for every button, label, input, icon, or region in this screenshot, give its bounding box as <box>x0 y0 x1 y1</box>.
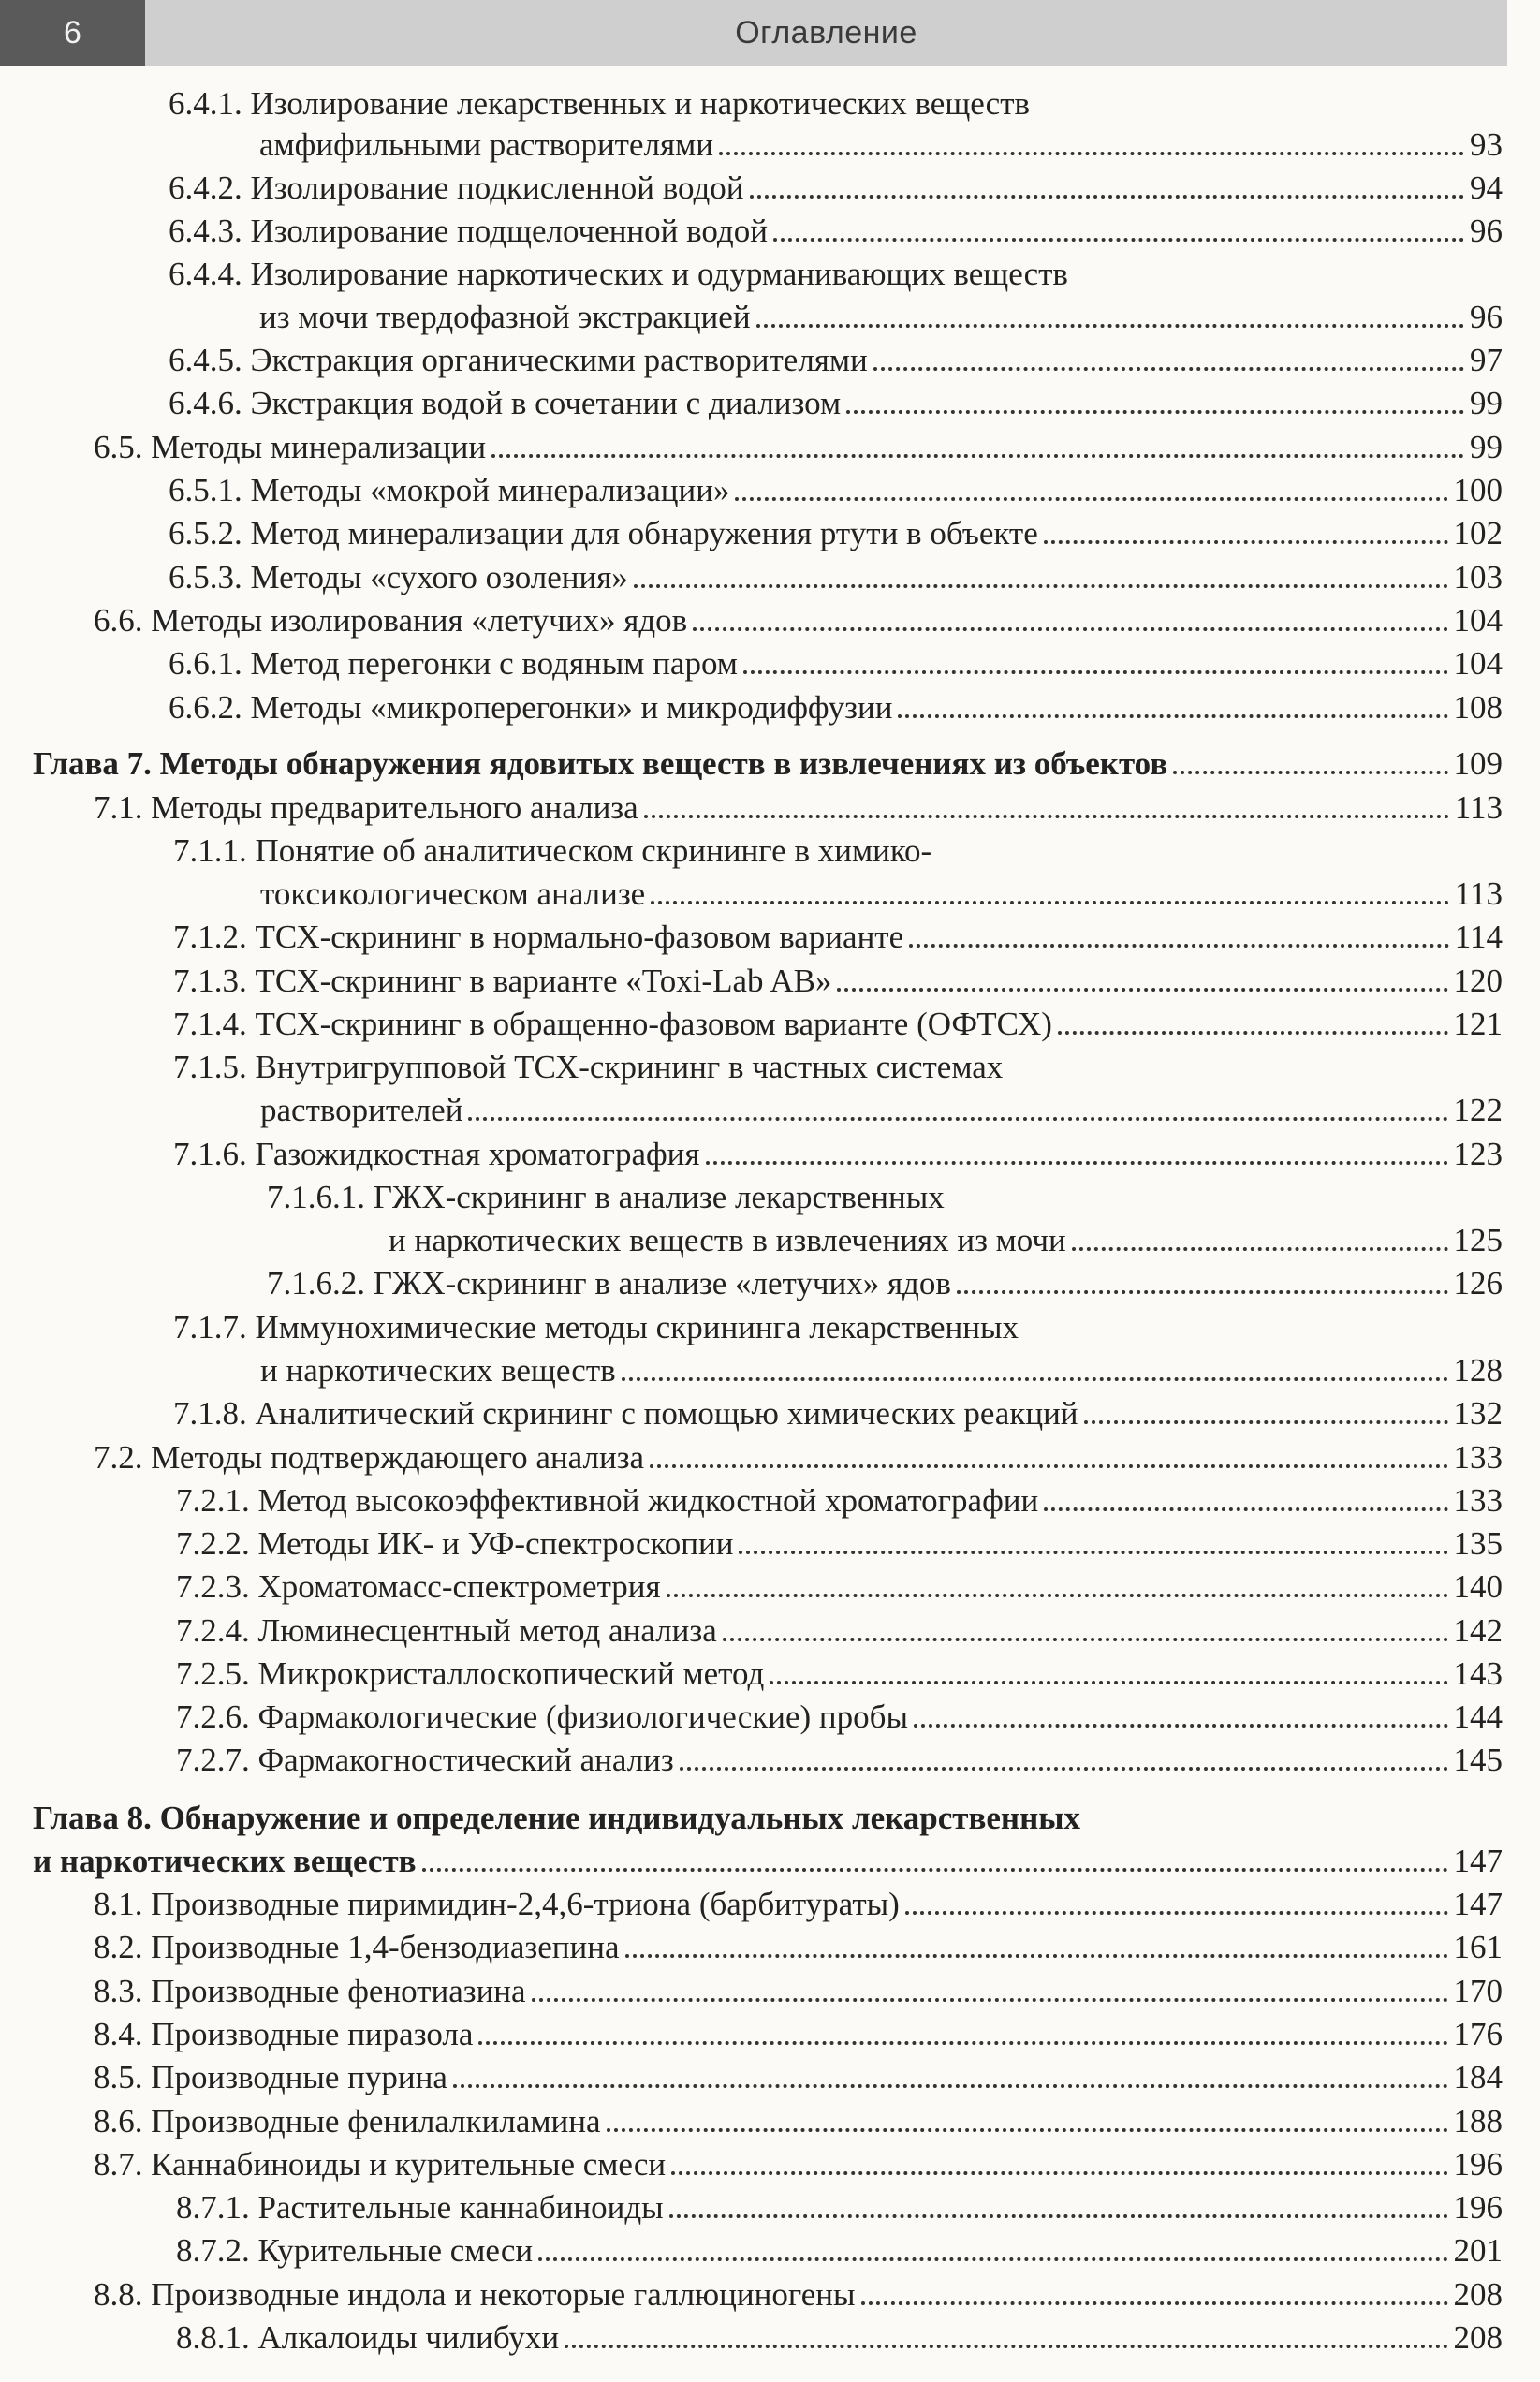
toc-page-number: 144 <box>1453 1698 1503 1735</box>
toc-entry-text: 7.2.6. Фармакологические (физиологические) пробы <box>176 1698 908 1735</box>
toc-page-number: 125 <box>1453 1222 1503 1258</box>
toc-entry-7-1-8[interactable] <box>173 1392 1503 1435</box>
dot-leader <box>1058 1031 1448 1035</box>
toc-entry-6-5-3[interactable] <box>169 556 1503 599</box>
toc-entry-text: 7.1.6.2. ГЖХ-скрининг в анализе «летучих» ядов <box>267 1265 951 1301</box>
toc-entry-text: 7.2.5. Микрокристаллоскопический метод <box>176 1655 765 1692</box>
toc-page-number: 132 <box>1453 1395 1503 1432</box>
toc-entry-text: 6.5. Методы минерализации <box>94 429 487 465</box>
toc-entry-6-6[interactable] <box>94 599 1503 642</box>
dot-leader <box>750 195 1464 198</box>
toc-page-number: 123 <box>1453 1136 1503 1172</box>
toc-entry-text: и наркотических веществ <box>260 1352 616 1389</box>
dot-leader <box>538 2257 1447 2261</box>
toc-page-number: 133 <box>1453 1482 1503 1519</box>
toc-page-number: 161 <box>1453 1929 1503 1965</box>
toc-entry-7-1-1-line1: 7.1.1. Понятие об аналитическом скрининге в химико- <box>173 832 932 869</box>
toc-page-number: 99 <box>1470 429 1503 465</box>
toc-page-number: 121 <box>1453 1006 1503 1042</box>
toc-entry-7-2-5[interactable] <box>176 1653 1503 1696</box>
dot-leader <box>898 714 1447 718</box>
toc-entry-8-5[interactable] <box>94 2056 1503 2099</box>
toc-entry-6-6-2[interactable] <box>169 686 1503 729</box>
toc-entry-8-1[interactable] <box>94 1883 1503 1926</box>
dot-leader <box>468 1117 1447 1121</box>
toc-entry-text: 7.2.1. Метод высокоэффективной жидкостной хроматографии <box>176 1482 1039 1519</box>
toc-entry-6-4-1-line1: 6.4.1. Изолирование лекарственных и наркотических веществ <box>169 85 1031 122</box>
toc-entry-6-4-6[interactable] <box>169 382 1503 425</box>
toc-page-number: 120 <box>1453 963 1503 999</box>
toc-entry-8-8-1[interactable] <box>176 2316 1503 2360</box>
toc-entry-text: 6.6.1. Метод перегонки с водяным паром <box>169 645 738 682</box>
toc-page-number: 196 <box>1453 2189 1503 2226</box>
dot-leader <box>706 1161 1448 1165</box>
toc-page-number: 145 <box>1453 1742 1503 1778</box>
dot-leader <box>478 2041 1447 2045</box>
toc-entry-7-2[interactable] <box>94 1436 1503 1479</box>
dot-leader <box>1084 1420 1448 1424</box>
toc-entry-text: 8.6. Производные фенилалкиламина <box>94 2103 601 2139</box>
toc-entry-text: 8.4. Производные пиразола <box>94 2016 474 2052</box>
dot-leader <box>680 1767 1448 1771</box>
toc-page-number: 102 <box>1453 515 1503 551</box>
dot-leader <box>607 2128 1448 2132</box>
toc-page-number: 94 <box>1470 169 1503 206</box>
toc-page-number: 100 <box>1453 472 1503 508</box>
toc-page-number: 104 <box>1453 602 1503 639</box>
toc-entry-7-1-1[interactable] <box>260 873 1503 916</box>
toc-entry-text: 7.2.7. Фармакогностический анализ <box>176 1742 674 1778</box>
toc-entry-7-1-6-1[interactable] <box>389 1219 1503 1262</box>
dot-leader <box>1173 771 1447 774</box>
toc-entry-text: 6.5.1. Методы «мокрой минерализации» <box>169 472 730 508</box>
dot-leader <box>756 324 1464 328</box>
toc-entry-text: 6.4.3. Изолирование подщелоченной водой <box>169 213 768 249</box>
dot-leader <box>422 1868 1448 1872</box>
toc-entry-text: 7.2.4. Люминесцентный метод анализа <box>176 1612 717 1649</box>
toc-page-number: 128 <box>1453 1352 1503 1389</box>
toc-entry-8-4[interactable] <box>94 2013 1503 2056</box>
toc-entry-text: 7.2.2. Методы ИК- и УФ-спектроскопии <box>176 1525 734 1562</box>
dot-leader <box>693 627 1447 631</box>
toc-entry-text: 6.4.2. Изолирование подкисленной водой <box>169 169 744 206</box>
dot-leader <box>846 410 1464 414</box>
dot-leader <box>914 1724 1448 1728</box>
toc-entry-text: 7.1.6. Газожидкостная хроматография <box>173 1136 700 1172</box>
toc-entry-7-1-6-2[interactable] <box>267 1262 1503 1305</box>
toc-entry-text: 8.8.1. Алкалоиды чилибухи <box>176 2319 560 2356</box>
toc-page-number: 196 <box>1453 2146 1503 2183</box>
dot-leader <box>957 1290 1448 1294</box>
toc-entry-6-5-2[interactable] <box>169 512 1503 555</box>
toc-page-number: 184 <box>1453 2059 1503 2095</box>
toc-page-number: 208 <box>1453 2319 1503 2356</box>
toc-entry-7-1-2[interactable] <box>173 916 1503 959</box>
toc-entry-6-5-1[interactable] <box>169 469 1503 512</box>
toc-entry-7-1-5[interactable] <box>260 1089 1503 1132</box>
toc-entry-8-2[interactable] <box>94 1926 1503 1969</box>
toc-entry-text: 7.1.2. ТСХ-скрининг в нормально-фазовом варианте <box>173 919 904 955</box>
toc-page-number: 122 <box>1453 1092 1503 1128</box>
toc-entry-6-5[interactable] <box>94 426 1503 469</box>
toc-entry-8-6[interactable] <box>94 2100 1503 2143</box>
dot-leader <box>565 2345 1447 2348</box>
dot-leader <box>770 1681 1447 1684</box>
toc-entry-6-4-4-line1: 6.4.4. Изолирование наркотических и одурманивающих веществ <box>169 256 1068 292</box>
toc-entry-7-1-6-1-line1: 7.1.6.1. ГЖХ-скрининг в анализе лекарственных <box>267 1179 945 1215</box>
dot-leader <box>773 238 1464 242</box>
toc-entry-text: 8.1. Производные пиримидин-2,4,6-триона (барбитураты) <box>94 1886 900 1922</box>
dot-leader <box>491 454 1464 458</box>
toc-entry-7-2-2[interactable] <box>176 1522 1503 1566</box>
toc-entry-text: 8.3. Производные фенотиазина <box>94 1973 526 2009</box>
toc-page-number: 104 <box>1453 645 1503 682</box>
toc-entry-text: токсикологическом анализе <box>260 875 646 912</box>
toc-entry-text: 6.6. Методы изолирования «летучих» ядов <box>94 602 688 639</box>
toc-entry-7-2-7[interactable] <box>176 1739 1503 1782</box>
dot-leader <box>905 1911 1448 1915</box>
toc-entry-text: и наркотических веществ в извлечениях из мочи <box>389 1222 1066 1258</box>
toc-entry-text: 7.1.4. ТСХ-скрининг в обращенно-фазовом варианте (ОФТСХ) <box>173 1006 1052 1042</box>
dot-leader <box>873 367 1464 371</box>
toc-entry-text: 8.8. Производные индола и некоторые галлюциногены <box>94 2276 856 2313</box>
toc-page-number: 97 <box>1470 342 1503 378</box>
toc-entry-text: 6.4.6. Экстракция водой в сочетании с диализом <box>169 385 842 421</box>
toc-entry-text: 6.5.2. Метод минерализации для обнаружения ртути в объекте <box>169 515 1038 551</box>
dot-leader <box>735 497 1447 501</box>
toc-entry-7-2-1[interactable] <box>176 1479 1503 1522</box>
toc-entry-text: 7.2.3. Хроматомасс-спектрометрия <box>176 1568 661 1605</box>
dot-leader <box>532 1998 1448 2002</box>
dot-leader <box>453 2084 1448 2088</box>
toc-page-number: 108 <box>1453 689 1503 726</box>
toc-entry-text: 7.1. Методы предварительного анализа <box>94 789 638 826</box>
toc-entry-7-1[interactable] <box>94 787 1503 830</box>
toc-entry-text: 8.7. Каннабиноиды и курительные смеси <box>94 2146 667 2183</box>
toc-page-number: 93 <box>1470 126 1503 163</box>
dot-leader <box>644 815 1449 818</box>
toc-page-number: 109 <box>1453 745 1503 782</box>
dot-leader <box>625 1954 1448 1958</box>
toc-page-number: 201 <box>1453 2232 1503 2269</box>
toc-page-number: 96 <box>1470 299 1503 335</box>
toc-entry-text: 7.2. Методы подтверждающего анализа <box>94 1439 645 1476</box>
toc-entry-8-3[interactable] <box>94 1970 1503 2013</box>
toc-entry-7-1-7-line1: 7.1.7. Иммунохимические методы скрининга лекарственных <box>173 1309 1019 1345</box>
toc-page-number: 135 <box>1453 1525 1503 1562</box>
dot-leader <box>743 670 1448 674</box>
toc-page-number: 208 <box>1453 2276 1503 2313</box>
toc-entry-6-4-4[interactable] <box>259 296 1503 339</box>
toc-entry-6-4-1[interactable] <box>259 124 1503 167</box>
toc-entry-7-1-3[interactable] <box>173 960 1503 1003</box>
toc-entry-text: растворителей <box>260 1092 463 1128</box>
toc-entry-8-7-1[interactable] <box>176 2186 1503 2229</box>
toc-chapter-7[interactable] <box>33 743 1503 786</box>
dot-leader <box>667 1594 1448 1597</box>
toc-entry-7-1-7[interactable] <box>260 1349 1503 1392</box>
toc-entry-6-4-2[interactable] <box>169 167 1503 210</box>
toc-page-number: 126 <box>1453 1265 1503 1301</box>
toc-entry-text: 6.6.2. Методы «микроперегонки» и микродиффузии <box>169 689 893 726</box>
toc-entry-text: амфифильными растворителями <box>259 126 713 163</box>
toc-page-number: 113 <box>1454 789 1503 826</box>
dot-leader <box>1072 1247 1448 1251</box>
toc-chapter-8[interactable] <box>33 1840 1503 1883</box>
toc-page-number: 96 <box>1470 213 1503 249</box>
dot-leader <box>723 1638 1448 1641</box>
dot-leader <box>651 901 1449 904</box>
toc-entry-8-7-2[interactable] <box>176 2229 1503 2272</box>
toc-page-number: 140 <box>1453 1568 1503 1605</box>
toc-entry-text: 8.7.1. Растительные каннабиноиды <box>176 2189 664 2226</box>
toc-entry-8-8[interactable] <box>94 2273 1503 2316</box>
dot-leader <box>837 988 1447 992</box>
toc-page-number: 147 <box>1453 1886 1503 1922</box>
dot-leader <box>634 584 1448 588</box>
toc-page-number: 103 <box>1453 559 1503 596</box>
dot-leader <box>739 1551 1447 1554</box>
toc-entry-6-4-5[interactable] <box>169 339 1503 382</box>
toc-page-number: 143 <box>1453 1655 1503 1692</box>
toc-entry-6-4-3[interactable] <box>169 210 1503 253</box>
toc-entry-text: 8.2. Производные 1,4-бензодиазепина <box>94 1929 620 1965</box>
toc-entry-7-2-6[interactable] <box>176 1696 1503 1739</box>
dot-leader <box>909 944 1449 948</box>
toc-entry-7-2-4[interactable] <box>176 1610 1503 1653</box>
toc-entry-7-1-5-line1: 7.1.5. Внутригрупповой ТСХ-скрининг в частных системах <box>173 1049 1004 1085</box>
running-title: Оглавление <box>145 0 1507 66</box>
toc-page-number: 142 <box>1453 1612 1503 1649</box>
toc-entry-text: 7.1.3. ТСХ-скрининг в варианте «Toxi-Lab AB» <box>173 963 832 999</box>
toc-entry-text: 6.4.5. Экстракция органическими растворителями <box>169 342 868 378</box>
page-number: 6 <box>0 0 145 66</box>
toc-page-number: 170 <box>1453 1973 1503 2009</box>
toc-entry-6-6-1[interactable] <box>169 642 1503 685</box>
toc-page-number: 188 <box>1453 2103 1503 2139</box>
toc-entry-text: 6.5.3. Методы «сухого озоления» <box>169 559 628 596</box>
dot-leader <box>719 152 1464 155</box>
dot-leader <box>1044 540 1448 544</box>
toc-page-number: 114 <box>1454 919 1503 955</box>
dot-leader <box>622 1377 1448 1381</box>
toc-entry-7-2-3[interactable] <box>176 1566 1503 1609</box>
dot-leader <box>669 2214 1448 2218</box>
dot-leader <box>861 2301 1448 2305</box>
toc-chapter-8-line1: Глава 8. Обнаружение и определение индивидуальных лекарственных <box>33 1800 1081 1836</box>
toc-entry-text: 8.7.2. Курительные смеси <box>176 2232 534 2269</box>
toc-entry-7-1-4[interactable] <box>173 1003 1503 1046</box>
toc-page-number: 99 <box>1470 385 1503 421</box>
dot-leader <box>671 2171 1447 2175</box>
toc-page-number: 133 <box>1453 1439 1503 1476</box>
toc-entry-text: Глава 7. Методы обнаружения ядовитых веществ в извлечениях из объектов <box>33 745 1168 782</box>
toc-page-number: 147 <box>1453 1843 1503 1879</box>
toc-entry-8-7[interactable] <box>94 2143 1503 2186</box>
toc-entry-text: 7.1.8. Аналитический скрининг с помощью химических реакций <box>173 1395 1078 1432</box>
dot-leader <box>1044 1507 1447 1511</box>
toc-page-number: 176 <box>1453 2016 1503 2052</box>
toc-page-number: 113 <box>1454 875 1503 912</box>
dot-leader <box>650 1464 1447 1468</box>
toc-entry-text: из мочи твердофазной экстракцией <box>259 299 751 335</box>
toc-entry-text: 8.5. Производные пурина <box>94 2059 447 2095</box>
toc-entry-7-1-6[interactable] <box>173 1133 1503 1176</box>
toc-entry-text: и наркотических веществ <box>33 1843 417 1879</box>
